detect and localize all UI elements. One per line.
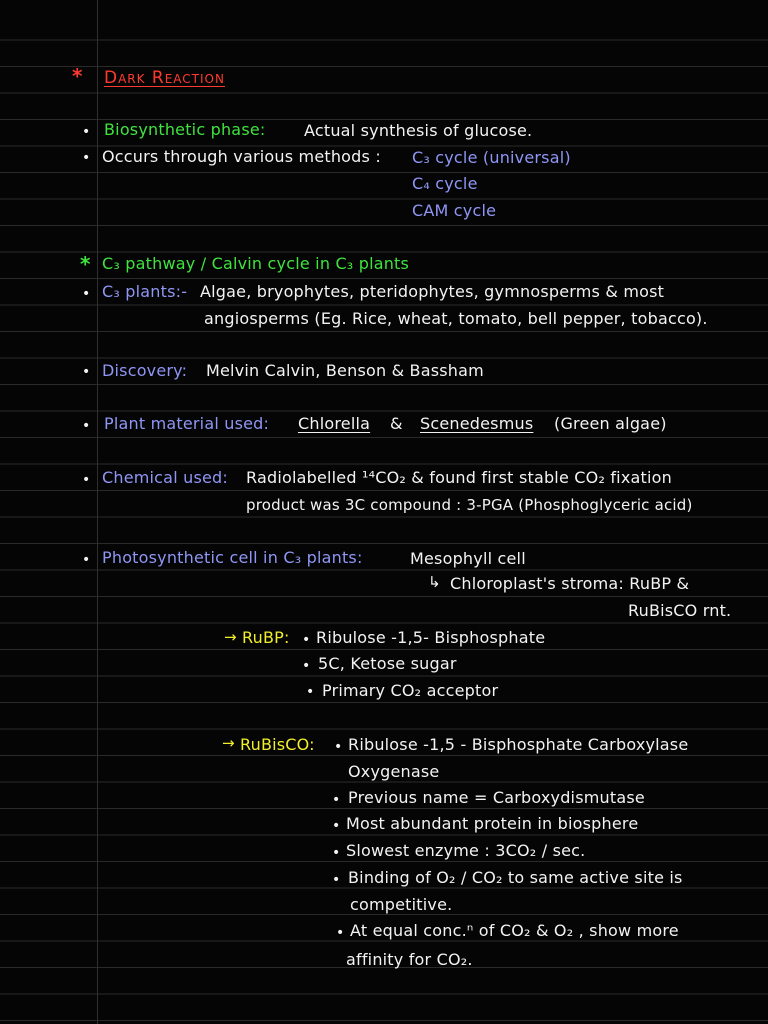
photosynthetic-cell-text: Mesophyll cell xyxy=(410,549,526,568)
chemical-line1: Radiolabelled ¹⁴CO₂ & found first stable CO₂ fixation xyxy=(246,468,672,487)
bullet: • xyxy=(306,684,315,700)
method-c4: C₄ cycle xyxy=(412,174,478,193)
rubisco-item1-line2: Oxygenase xyxy=(348,762,440,781)
bullet: • xyxy=(332,818,341,834)
plant-material-label: Plant material used: xyxy=(104,414,270,433)
rubp-item: Primary CO₂ acceptor xyxy=(322,681,499,700)
stroma-line1: Chloroplast's stroma: RuBP & xyxy=(450,574,690,593)
rubisco-item5-line2: competitive. xyxy=(350,895,453,914)
bullet: • xyxy=(82,472,91,488)
discovery-text: Melvin Calvin, Benson & Bassham xyxy=(206,361,484,380)
photosynthetic-cell-label: Photosynthetic cell in C₃ plants: xyxy=(102,548,363,567)
biosynthetic-text: Actual synthesis of glucose. xyxy=(304,121,533,140)
bullet: • xyxy=(82,552,91,568)
chlorella: Chlorella xyxy=(298,414,371,433)
page-title: Dark Reaction xyxy=(104,68,225,88)
plant-material-rest: (Green algae) xyxy=(554,414,667,433)
bullet: • xyxy=(334,739,343,755)
elbow-arrow-icon: ↳ xyxy=(428,573,441,591)
bullet: • xyxy=(332,845,341,861)
margin-line xyxy=(97,0,98,1024)
bullet: • xyxy=(82,124,91,140)
rubisco-item6-line2: affinity for CO₂. xyxy=(346,950,473,969)
c3-plants-line2: angiosperms (Eg. Rice, wheat, tomato, bell pepper, tobacco). xyxy=(204,309,708,328)
rubisco-item5-line1: Binding of O₂ / CO₂ to same active site is xyxy=(348,868,683,887)
method-cam: CAM cycle xyxy=(412,201,497,220)
rubisco-item: Most abundant protein in biosphere xyxy=(346,814,639,833)
chemical-line2: product was 3C compound : 3-PGA (Phosphoglyceric acid) xyxy=(246,496,693,514)
scenedesmus: Scenedesmus xyxy=(420,414,534,433)
rubisco-arrow-icon: → xyxy=(222,734,235,752)
rubp-item: 5C, Ketose sugar xyxy=(318,654,457,673)
c3-plants-label: C₃ plants:- xyxy=(102,282,188,301)
plant-material-amp: & xyxy=(390,414,403,433)
bullet: • xyxy=(302,658,311,674)
rubisco-item1-line1: Ribulose -1,5 - Bisphosphate Carboxylase xyxy=(348,735,689,754)
title-star: * xyxy=(72,64,83,88)
c3-plants-line1: Algae, bryophytes, pteridophytes, gymnosperms & most xyxy=(200,282,665,301)
bullet: • xyxy=(332,792,341,808)
rubp-label: RuBP: xyxy=(242,628,290,647)
rubisco-label: RuBisCO: xyxy=(240,735,315,754)
bullet: • xyxy=(82,150,91,166)
bullet: • xyxy=(82,364,91,380)
method-c3: C₃ cycle (universal) xyxy=(412,148,571,167)
c3-pathway-heading: C₃ pathway / Calvin cycle in C₃ plants xyxy=(102,254,410,273)
bullet: • xyxy=(82,286,91,302)
bullet: • xyxy=(332,872,341,888)
rubisco-item: Slowest enzyme : 3CO₂ / sec. xyxy=(346,841,586,860)
rubp-arrow-icon: → xyxy=(224,628,237,646)
bullet: • xyxy=(302,632,311,648)
stroma-line2: RuBisCO rnt. xyxy=(628,601,732,620)
discovery-label: Discovery: xyxy=(102,361,188,380)
c3-heading-star: * xyxy=(80,252,91,276)
chemical-label: Chemical used: xyxy=(102,468,228,487)
rubp-item: Ribulose -1,5- Bisphosphate xyxy=(316,628,546,647)
rubisco-item: Previous name = Carboxydismutase xyxy=(348,788,645,807)
bullet: • xyxy=(82,418,91,434)
methods-label: Occurs through various methods : xyxy=(102,147,381,166)
biosynthetic-label: Biosynthetic phase: xyxy=(104,120,266,139)
bullet: • xyxy=(336,925,345,941)
rubisco-item6-line1: At equal conc.ⁿ of CO₂ & O₂ , show more xyxy=(350,921,679,940)
